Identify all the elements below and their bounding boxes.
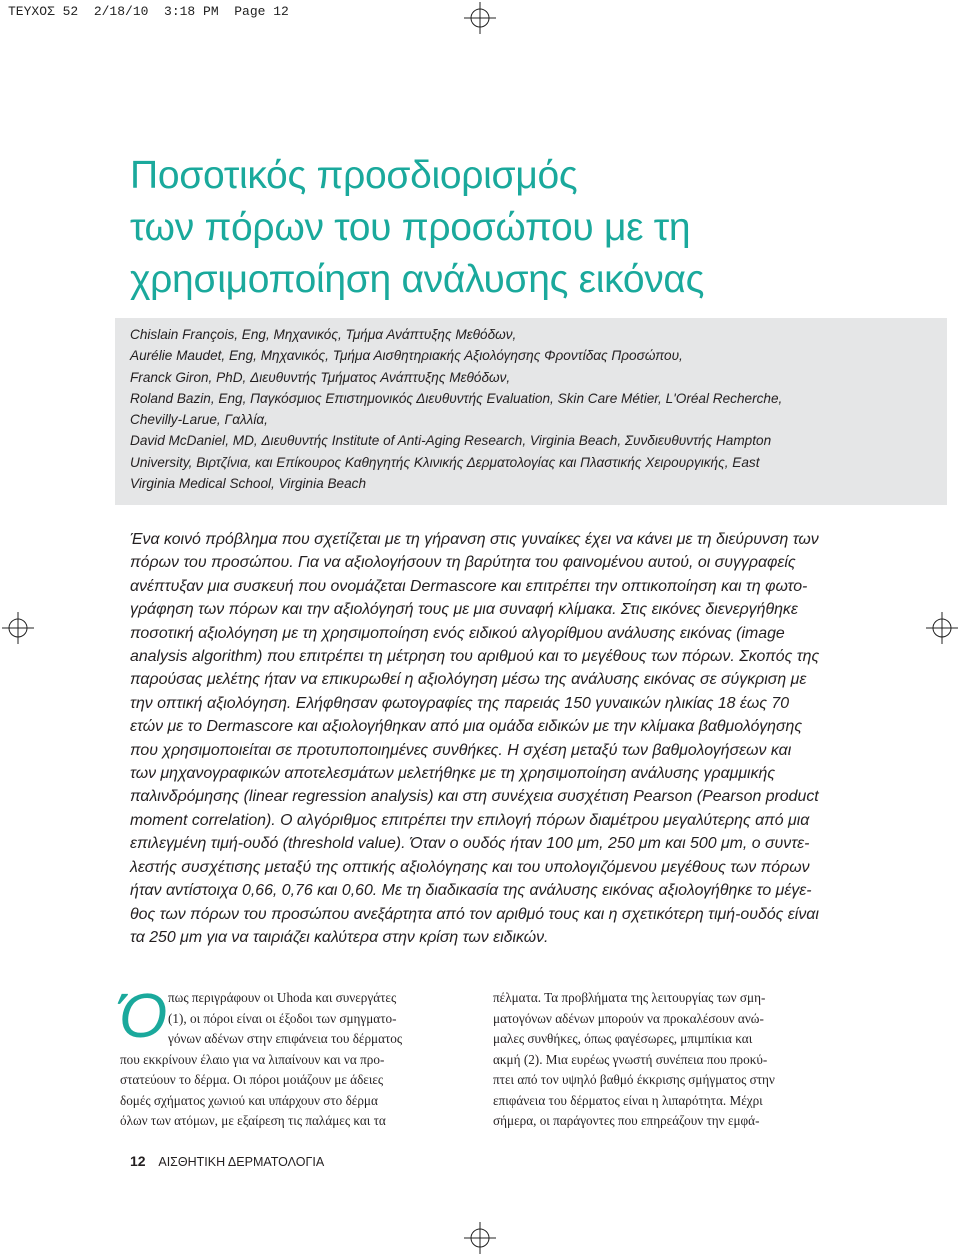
author-line: Roland Bazin, Eng, Παγκόσμιος Επιστημονικός Διευθυντής Evaluation, Skin Care Métier, L'Oréal Recherche, [130, 390, 783, 406]
author-line: Chevilly-Larue, Γαλλία, [130, 412, 268, 428]
body-line: μαλες συνθήκες, όπως φαγέσωρες, μπιμπίκια και [493, 1031, 753, 1046]
author-line: David McDaniel, MD, Διευθυντής Institute of Anti-Aging Research, Virginia Beach, Συνδιευθυντής Hampton [130, 433, 772, 449]
body-line: (1), οι πόροι είναι οι έξοδοι των σμηγματο- [168, 1010, 397, 1026]
body-line: στατεύουν το δέρμα. Οι πόροι μοιάζουν με άδειες [120, 1072, 384, 1087]
title-line: χρησιμοποίηση ανάλυσης εικόνας [130, 258, 705, 301]
abstract-line: ανέπτυξαν μια συσκευή που ονομάζεται Dermascore και επιτρέπει την οπτικοποίηση και τη φωτο- [130, 577, 808, 595]
abstract-line: παρούσας μελέτης ήταν να επικυρωθεί η αξιολόγηση μέσω της ανάλυσης εικόνας σε σύγκριση με [130, 671, 807, 689]
author-affiliations [130, 324, 830, 494]
abstract-line: ποσοτική αξιολόγηση με τη χρησιμοποίηση ενός ειδικού αλγορίθμου ανάλυσης εικόνας (image [130, 624, 785, 642]
abstract-line: ήταν αντίστοιχα 0,66, 0,76 και 0,60. Με τη διαδικασία της ανάλυσης εικόνας αξιολογήθηκε το μέγε- [130, 882, 812, 900]
abstract-line: θος των πόρων του προσώπου ανεξάρτητα από τον αριθμό τους και η σχετικότερη τιμή-ουδός είναι [130, 905, 819, 923]
body-line: δομές σχήματος χωνιού και υπάρχουν στο δέρμα [120, 1092, 378, 1108]
title-line: των πόρων του προσώπου με τη [130, 206, 691, 249]
abstract-line: παλινδρόμησης (linear regression analysis) και στη συνέχεια συσχέτιση Pearson (Pearson product [130, 788, 819, 806]
print-slug: ΤΕΥΧΟΣ 52 2/18/10 3:18 PM Page 12 [8, 4, 289, 19]
registration-mark-icon [464, 1222, 496, 1254]
abstract-line: των μηχανογραφικών αποτελεσμάτων μελετήθηκε με τη χρησιμοποίηση ανάλυσης γραμμικής [130, 765, 776, 783]
author-line: Virginia Medical School, Virginia Beach [130, 476, 367, 492]
abstract [130, 528, 840, 949]
body-line: ματογόνων αδένων μπορούν να προκαλέσουν ανώ- [493, 1010, 764, 1026]
body-line: όλων των ατόμων, με εξαίρεση τις παλάμες και τα [120, 1113, 386, 1128]
body-line: σήμερα, οι παράγοντες που επηρεάζουν την εμφά- [493, 1113, 760, 1128]
body-line: πως περιγράφουν οι Uhoda και συνεργάτες [168, 990, 397, 1005]
abstract-line: λεστής συσχέτισης μεταξύ της οπτικής αξιολόγησης και του υπολογιζόμενου μεγέθους των πόρων [130, 858, 810, 876]
abstract-line: πόρων του προσώπου. Για να αξιολογήσουν τη βαρύτητα του φαινομένου αυτού, οι συγγραφείς [130, 554, 796, 572]
abstract-line: την οπτική αξιολόγηση. Ελήφθησαν φωτογραφίες της παρειάς 150 γυναικών ηλικίας 18 έως 70 [130, 694, 790, 712]
page-number: 12 [130, 1153, 146, 1169]
body-line: ακμή (2). Μια ευρέως γνωστή συνέπεια που προκύ- [493, 1051, 768, 1067]
body-column-right [493, 988, 843, 1132]
abstract-line: analysis algorithm) που επιτρέπει τη μέτρηση του αριθμού και το μεγέθους των πόρων. Σκοπός της [130, 648, 820, 666]
body-line: γόνων αδένων στην επιφάνεια του δέρματος [168, 1031, 403, 1046]
abstract-line: επιλεγμένη τιμή-ουδό (threshold value). Όταν ο ουδός ήταν 100 μm, 250 μm και 500 μm, ο συντε- [130, 835, 810, 853]
abstract-line: γράφηση των πόρων και την αξιολόγησή τους με μια συναφή κλίμακα. Στις εικόνες διενεργήθηκε [130, 601, 798, 619]
author-line: Franck Giron, PhD, Διευθυντής Τμήματος Ανάπτυξης Μεθόδων, [130, 369, 511, 385]
body-line: πέλματα. Τα προβλήματα της λειτουργίας των σμη- [493, 990, 766, 1005]
body-line: που εκκρίνουν έλαιο για να λιπαίνουν και να προ- [120, 1051, 385, 1067]
drop-cap: Ό [118, 982, 168, 1051]
abstract-line: τα 250 μm για να ταιριάζει καλύτερα στην κρίση των ειδικών. [130, 928, 549, 946]
body-line: επιφάνεια του δέρματος είναι η λιπαρότητα. Μέχρι [493, 1092, 763, 1108]
abstract-line: moment correlation). Ο αλγόριθμος επιτρέπει την επιλογή πόρων διαμέτρου μεγαλύτερης από μια [130, 811, 810, 829]
author-line: University, Βιρτζίνια, και Επίκουρος Καθηγητής Κλινικής Δερματολογίας και Πλαστικής Χειρουργικής, East [130, 454, 760, 470]
article-title [130, 150, 890, 306]
registration-mark-icon [464, 2, 496, 34]
registration-mark-icon [2, 612, 34, 644]
page-footer [130, 1153, 324, 1169]
registration-mark-icon [926, 612, 958, 644]
author-line: Aurélie Maudet, Eng, Μηχανικός, Τμήμα Αισθητηριακής Αξιολόγησης Φροντίδας Προσώπου, [130, 348, 683, 364]
body-line: πτει από τον υψηλό βαθμό έκκρισης σμήγματος στην [493, 1072, 775, 1087]
abstract-line: Ένα κοινό πρόβλημα που σχετίζεται με τη γήρανση στις γυναίκες έχει να κάνει με τη διεύρυνση των [130, 531, 819, 548]
body-column-left [118, 982, 472, 1132]
abstract-line: που χρησιμοποιείται σε προτυποποιημένες συνθήκες. Η σχέση μεταξύ των βαθμολογήσεων και [130, 741, 792, 759]
journal-name: ΑΙΣΘΗΤΙΚΗ ΔΕΡΜΑΤΟΛΟΓΙΑ [158, 1155, 325, 1169]
author-line: Chislain François, Eng, Μηχανικός, Τμήμα Ανάπτυξης Μεθόδων, [130, 327, 517, 342]
abstract-line: ετών με το Dermascore και αξιολογήθηκαν από μια ομάδα ειδικών με την κλίμακα βαθμολόγησης [130, 718, 803, 736]
title-line: Ποσοτικός προσδιορισμός [130, 154, 578, 197]
